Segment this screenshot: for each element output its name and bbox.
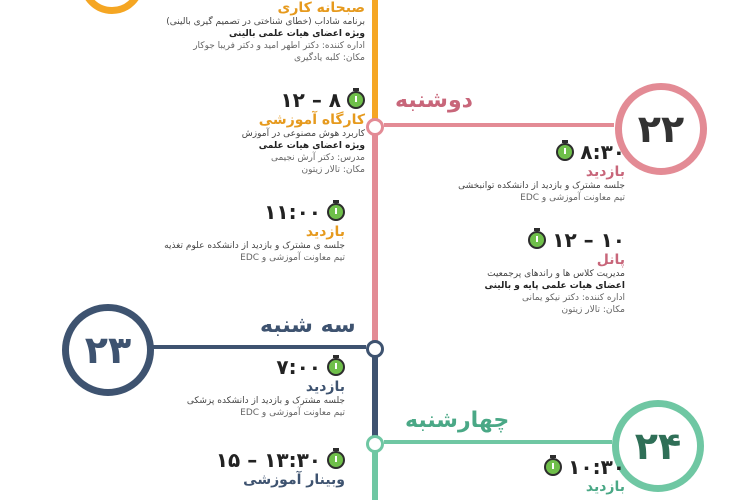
timeline-segment-orange bbox=[372, 0, 378, 125]
stopwatch-icon bbox=[327, 451, 345, 469]
event-title: کارگاه آموزشی bbox=[258, 112, 365, 128]
timeline-node-mon bbox=[366, 118, 384, 136]
event-line: جلسه مشترک و بازدید از دانشکده پزشکی bbox=[186, 396, 345, 406]
day-number-wed: ۲۴ bbox=[612, 400, 704, 492]
day-number-tue: ۲۳ bbox=[62, 304, 154, 396]
event-line: مکان: تالار زیتون bbox=[561, 305, 625, 315]
event-title: صبحانه کاری bbox=[277, 0, 365, 16]
event-line: اعضای هیات علمی پایه و بالینی bbox=[484, 281, 625, 291]
event-line: مدرس: دکتر آرش نجیمی bbox=[270, 153, 365, 163]
event-visit-wed bbox=[395, 455, 625, 495]
event-line: مکان: تالار زیتون bbox=[301, 165, 365, 175]
event-title: بازدید bbox=[585, 164, 625, 180]
event-time: ۱۲ – ۱۰ bbox=[395, 228, 625, 252]
event-time: ۱۵ – ۱۳:۳۰ bbox=[85, 448, 345, 472]
event-line: مکان: کلبه یادگیری bbox=[294, 53, 365, 63]
stopwatch-icon bbox=[327, 203, 345, 221]
stopwatch-icon bbox=[347, 91, 365, 109]
event-title: پانل bbox=[596, 252, 625, 268]
timeline-node-tue bbox=[366, 340, 384, 358]
event-title: بازدید bbox=[305, 224, 345, 240]
event-line: ویژه اعضای هیات علمی bbox=[258, 141, 365, 151]
event-line: اداره کننده: دکتر نیکو یمانی bbox=[522, 293, 625, 303]
connector-mon bbox=[384, 123, 614, 127]
day-name-tue: سه شنبه bbox=[260, 313, 356, 338]
event-time: ۱۰:۳۰ bbox=[395, 455, 625, 479]
event-visit-med bbox=[85, 355, 345, 419]
event-line: کاربرد هوش مصنوعی در آموزش bbox=[241, 129, 365, 139]
event-line: تیم معاونت آموزشی و EDC bbox=[240, 253, 345, 263]
event-visit-food bbox=[85, 200, 345, 264]
event-line: مدیریت کلاس ها و راندهای پرجمعیت bbox=[487, 269, 625, 279]
stopwatch-icon bbox=[327, 358, 345, 376]
timeline-node-wed bbox=[366, 435, 384, 453]
event-time: ۷:۰۰ bbox=[85, 355, 345, 379]
stopwatch-icon bbox=[528, 231, 546, 249]
event-line: برنامه شاداب (خطای شناختی در تصمیم گیری بالینی) bbox=[166, 17, 365, 27]
event-title: بازدید bbox=[305, 379, 345, 395]
event-breakfast bbox=[105, 0, 365, 64]
connector-wed bbox=[384, 440, 612, 444]
day-number-mon: ۲۲ bbox=[615, 83, 707, 175]
timeline-segment-navy bbox=[372, 347, 378, 442]
event-line: تیم معاونت آموزشی و EDC bbox=[240, 408, 345, 418]
event-time: ۸:۳۰ bbox=[395, 140, 625, 164]
event-line: اداره کننده: دکتر اطهر امید و دکتر فریبا جوکار bbox=[193, 41, 365, 51]
event-panel bbox=[395, 228, 625, 316]
stopwatch-icon bbox=[556, 143, 574, 161]
event-title: بازدید bbox=[585, 479, 625, 495]
day-name-wed: چهارشنبه bbox=[405, 408, 510, 433]
stopwatch-icon bbox=[544, 458, 562, 476]
event-line: جلسه مشترک و بازدید از دانشکده توانبخشی bbox=[458, 181, 625, 191]
timeline-segment-pink bbox=[372, 125, 378, 347]
event-line: جلسه ی مشترک و بازدید از دانشکده علوم تغذیه bbox=[164, 241, 345, 251]
event-time: ۱۲ – ۸ bbox=[105, 88, 365, 112]
day-name-mon: دوشنبه bbox=[395, 88, 473, 113]
connector-tue bbox=[140, 345, 366, 349]
event-line: ویژه اعضای هیات علمی بالینی bbox=[228, 29, 365, 39]
event-visit-rehab bbox=[395, 140, 625, 204]
event-workshop bbox=[105, 88, 365, 176]
event-line: تیم معاونت آموزشی و EDC bbox=[520, 193, 625, 203]
event-webinar bbox=[85, 448, 345, 488]
event-time: ۱۱:۰۰ bbox=[85, 200, 345, 224]
event-title: وبینار آموزشی bbox=[243, 472, 345, 488]
